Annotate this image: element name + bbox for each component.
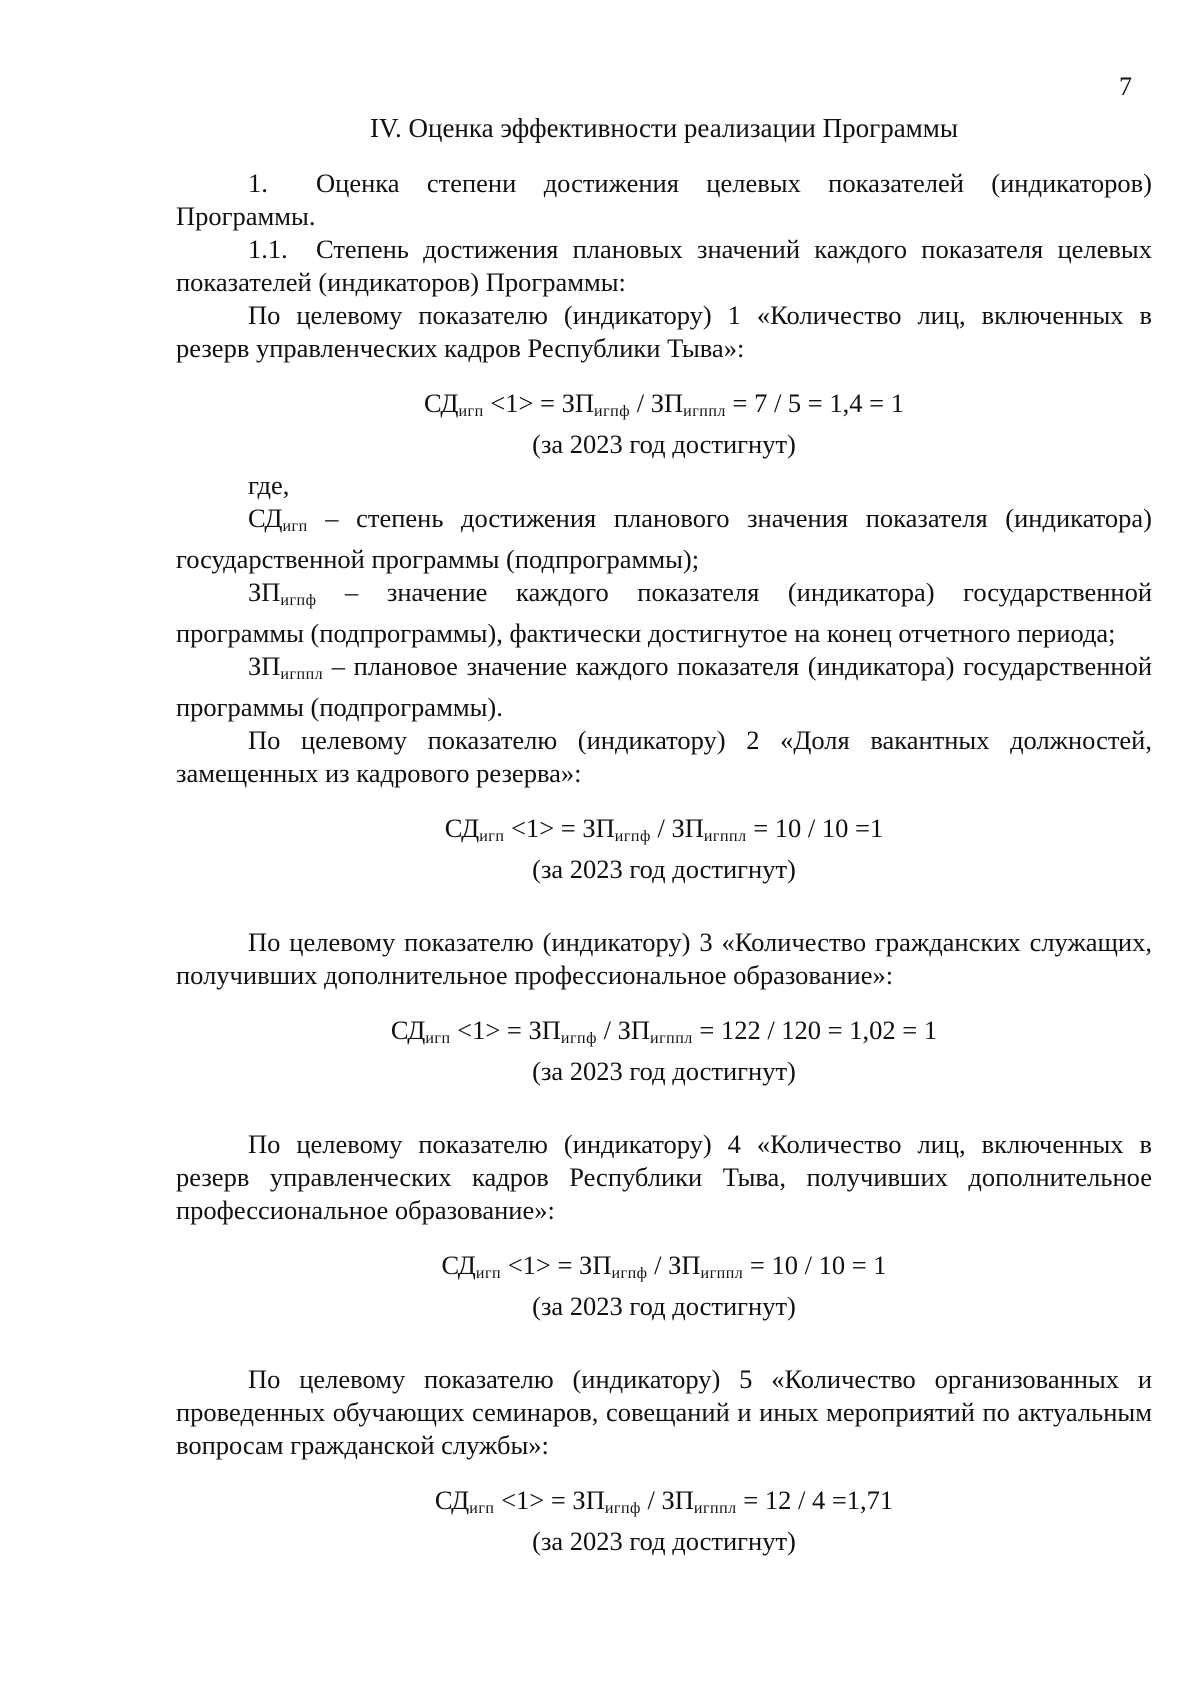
formula-result: = 122 / 120 = 1,02 = 1 bbox=[692, 1015, 938, 1045]
indicator-4-status: (за 2023 год достигнут) bbox=[532, 1291, 796, 1321]
item-1-number: 1. bbox=[248, 168, 268, 198]
formula-term: СД bbox=[424, 388, 459, 418]
formula-result: = 10 / 10 = 1 bbox=[743, 1250, 887, 1280]
indicator-1-formula bbox=[176, 387, 1152, 428]
formula-subscript: игп bbox=[479, 828, 505, 845]
formula-term: <1> = ЗП bbox=[501, 1250, 612, 1280]
formula-subscript: игппл bbox=[683, 403, 726, 420]
indicator-2-formula-block bbox=[176, 812, 1152, 886]
definition-text: – значение каждого показателя (индикатора) государственной программы (подпрограммы), фактически достигнутое на конец отчетного периода; bbox=[176, 577, 1152, 648]
formula-term: <1> = ЗП bbox=[450, 1015, 561, 1045]
formula-subscript: игпф bbox=[604, 1500, 641, 1517]
definition-sd bbox=[176, 502, 1152, 576]
indicator-1-status: (за 2023 год достигнут) bbox=[532, 429, 796, 459]
item-1-text: Оценка степени достижения целевых показателей (индикаторов) Программы. bbox=[176, 168, 1152, 231]
definition-subscript: игп bbox=[282, 518, 308, 535]
formula-subscript: игп bbox=[469, 1500, 495, 1517]
indicator-3-intro: По целевому показателю (индикатору) 3 «Количество гражданских служащих, получивших дополнительное профессиональное образование»: bbox=[176, 927, 1152, 990]
indicator-3-formula bbox=[176, 1014, 1152, 1055]
document-body bbox=[176, 112, 1152, 1566]
formula-subscript: игп bbox=[458, 403, 484, 420]
item-1-1-number: 1.1. bbox=[248, 234, 288, 264]
definition-subscript: игпф bbox=[280, 592, 317, 609]
indicator-5-intro: По целевому показателю (индикатору) 5 «Количество организованных и проведенных обучающих семинаров, совещаний и иных мероприятий по актуальным вопросам гражданской службы»: bbox=[176, 1364, 1152, 1460]
item-1-1-text: Степень достижения плановых значений каждого показателя целевых показателей (индикаторов) Программы: bbox=[176, 234, 1152, 297]
definition-zp-plan bbox=[176, 650, 1152, 724]
formula-result: = 12 / 4 =1,71 bbox=[736, 1485, 894, 1515]
definition-term: СД bbox=[248, 503, 283, 533]
formula-subscript: игппл bbox=[650, 1030, 693, 1047]
formula-subscript: игпф bbox=[560, 1030, 597, 1047]
formula-subscript: игппл bbox=[703, 828, 747, 845]
indicator-4-formula-block bbox=[176, 1249, 1152, 1323]
definition-text: – степень достижения планового значения показателя (индикатора) государственной программы (подпрограммы); bbox=[176, 503, 1152, 574]
item-1 bbox=[176, 167, 1152, 233]
indicator-4-intro: По целевому показателю (индикатору) 4 «Количество лиц, включенных в резерв управленческих кадров Республики Тыва, получивших дополнительное профессиональное образование»: bbox=[176, 1129, 1152, 1225]
formula-subscript: игп bbox=[425, 1030, 451, 1047]
indicator-2-formula bbox=[176, 812, 1152, 853]
indicator-3-formula-block bbox=[176, 1014, 1152, 1088]
formula-term: <1> = ЗП bbox=[494, 1485, 605, 1515]
indicator-2-intro: По целевому показателю (индикатору) 2 «Доля вакантных должностей, замещенных из кадрового резерва»: bbox=[176, 725, 1152, 788]
formula-subscript: игппл bbox=[700, 1265, 744, 1282]
formula-term: <1> = ЗП bbox=[504, 813, 615, 843]
page-number: 7 bbox=[1119, 72, 1132, 101]
formula-subscript: игпф bbox=[594, 403, 631, 420]
formula-term: СД bbox=[390, 1015, 426, 1045]
definition-zp-fact bbox=[176, 576, 1152, 650]
formula-term: / ЗП bbox=[640, 1485, 694, 1515]
formula-subscript: игпф bbox=[614, 828, 651, 845]
section-heading: IV. Оценка эффективности реализации Программы bbox=[369, 113, 958, 143]
indicator-1-formula-block bbox=[176, 387, 1152, 461]
indicator-4-formula bbox=[176, 1249, 1152, 1290]
item-1-1 bbox=[176, 233, 1152, 299]
indicator-5-formula-block bbox=[176, 1484, 1152, 1558]
formula-term: СД bbox=[434, 1485, 470, 1515]
formula-result: = 7 / 5 = 1,4 = 1 bbox=[725, 388, 904, 418]
formula-subscript: игп bbox=[475, 1265, 502, 1282]
formula-term: / ЗП bbox=[596, 1015, 651, 1045]
formula-subscript: игпф bbox=[611, 1265, 648, 1282]
formula-term: / ЗП bbox=[630, 388, 684, 418]
indicator-2-status: (за 2023 год достигнут) bbox=[532, 854, 796, 884]
indicator-5-formula bbox=[176, 1484, 1152, 1525]
definition-term: ЗП bbox=[248, 577, 281, 607]
indicator-3-status: (за 2023 год достигнут) bbox=[532, 1056, 796, 1086]
formula-term: СД bbox=[444, 813, 480, 843]
formula-subscript: игппл bbox=[693, 1500, 737, 1517]
indicator-1-intro: По целевому показателю (индикатору) 1 «Количество лиц, включенных в резерв управленческих кадров Республики Тыва»: bbox=[176, 300, 1152, 363]
where-label: где, bbox=[248, 470, 290, 500]
definition-subscript: игппл bbox=[280, 666, 324, 683]
formula-term: <1> = ЗП bbox=[483, 388, 595, 418]
formula-result: = 10 / 10 =1 bbox=[746, 813, 884, 843]
formula-term: СД bbox=[441, 1250, 476, 1280]
definition-term: ЗП bbox=[248, 651, 281, 681]
formula-term: / ЗП bbox=[650, 813, 704, 843]
definition-text: – плановое значение каждого показателя (индикатора) государственной программы (подпрограммы). bbox=[176, 651, 1152, 722]
indicator-5-status: (за 2023 год достигнут) bbox=[532, 1526, 796, 1556]
formula-term: / ЗП bbox=[647, 1250, 701, 1280]
